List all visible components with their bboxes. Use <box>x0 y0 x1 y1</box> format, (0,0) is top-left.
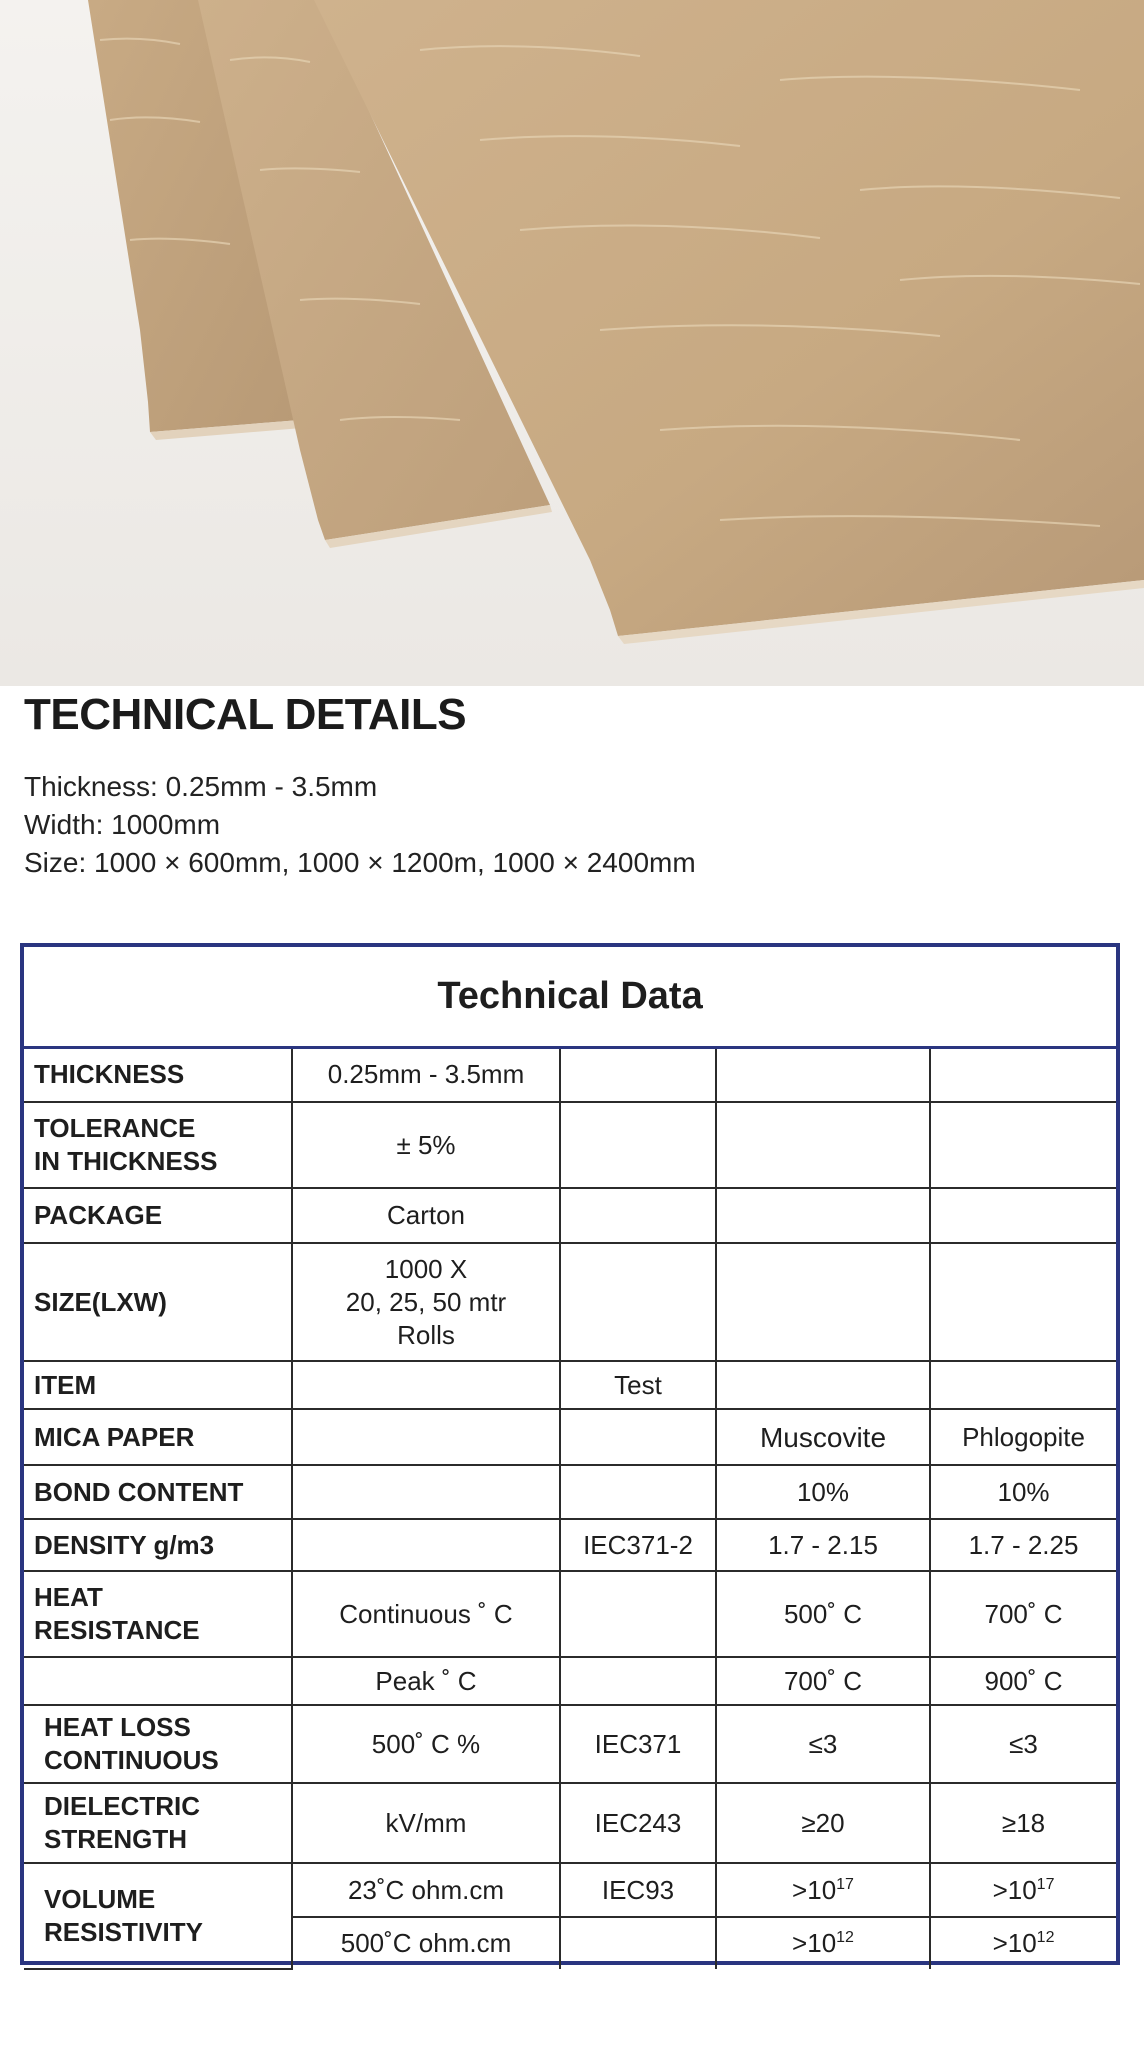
label-line: HEAT <box>34 1582 103 1612</box>
row-label: ITEM <box>24 1361 292 1409</box>
value-exponent: 17 <box>836 1875 854 1893</box>
cell-condition: Continuous ˚ C <box>292 1571 560 1657</box>
value-base: >10 <box>792 1874 837 1905</box>
cell-value: 0.25mm - 3.5mm <box>292 1047 560 1102</box>
row-label <box>24 1783 292 1863</box>
row-label <box>24 1657 292 1705</box>
cell-condition: 23˚C ohm.cm <box>292 1863 560 1917</box>
cell-test: IEC371-2 <box>560 1519 716 1571</box>
cell-empty <box>716 1243 930 1361</box>
cell-empty <box>560 1047 716 1102</box>
value-exponent: 12 <box>1036 1929 1055 1946</box>
cell-muscovite <box>716 1863 930 1917</box>
cell-empty <box>560 1188 716 1243</box>
cell-empty <box>560 1102 716 1188</box>
label-line: HEAT LOSS <box>44 1712 191 1742</box>
row-label <box>24 1102 292 1188</box>
cell-empty <box>560 1657 716 1705</box>
cell-empty <box>292 1465 560 1519</box>
cell-empty <box>560 1465 716 1519</box>
mica-paper-sheets-photo <box>0 0 1144 686</box>
cell-empty <box>560 1409 716 1465</box>
value-exponent: 12 <box>836 1929 854 1946</box>
cell-value: Carton <box>292 1188 560 1243</box>
cell-phlogopite: 700˚ C <box>930 1571 1116 1657</box>
label-line: IN THICKNESS <box>34 1146 218 1176</box>
table-title-row <box>24 947 1116 1047</box>
cell-muscovite: 700˚ C <box>716 1657 930 1705</box>
cell-empty <box>930 1243 1116 1361</box>
cell-muscovite <box>716 1917 930 1969</box>
cell-phlogopite: ≤3 <box>930 1705 1116 1783</box>
cell-empty <box>930 1047 1116 1102</box>
table-row <box>24 1863 1116 1917</box>
row-label: MICA PAPER <box>24 1409 292 1465</box>
cell-phlogopite <box>930 1863 1116 1917</box>
cell-empty <box>930 1361 1116 1409</box>
cell-empty <box>930 1188 1116 1243</box>
table-row <box>24 1465 1116 1519</box>
spec-list <box>24 768 696 882</box>
value-line: 20, 25, 50 mtr <box>345 1286 507 1317</box>
cell-condition: 500˚C ohm.cm <box>292 1917 560 1969</box>
cell-phlogopite: Phlogopite <box>930 1409 1116 1465</box>
cell-test: IEC243 <box>560 1783 716 1863</box>
cell-empty <box>292 1361 560 1409</box>
table-row <box>24 1657 1116 1705</box>
page-heading: TECHNICAL DETAILS <box>24 690 467 739</box>
row-label <box>24 1705 292 1783</box>
row-label: DENSITY g/m3 <box>24 1519 292 1571</box>
cell-empty <box>716 1361 930 1409</box>
label-line: RESISTANCE <box>34 1615 200 1645</box>
table-row <box>24 1102 1116 1188</box>
table-row <box>24 1047 1116 1102</box>
cell-phlogopite: ≥18 <box>930 1783 1116 1863</box>
spec-width: Width: 1000mm <box>24 809 221 840</box>
row-label <box>24 1863 292 1969</box>
cell-empty <box>560 1243 716 1361</box>
value-exponent: 17 <box>1036 1875 1055 1893</box>
cell-phlogopite: 900˚ C <box>930 1657 1116 1705</box>
cell-empty <box>716 1102 930 1188</box>
table-title: Technical Data <box>24 947 1116 1047</box>
cell-empty <box>292 1409 560 1465</box>
cell-phlogopite: 1.7 - 2.25 <box>930 1519 1116 1571</box>
table-row <box>24 1188 1116 1243</box>
cell-value: ± 5% <box>292 1102 560 1188</box>
cell-empty <box>716 1188 930 1243</box>
label-line: TOLERANCE <box>34 1113 196 1143</box>
value-base: >10 <box>992 1928 1037 1958</box>
cell-test: IEC371 <box>560 1705 716 1783</box>
row-label: THICKNESS <box>24 1047 292 1102</box>
label-line: CONTINUOUS <box>44 1745 219 1775</box>
technical-data-grid <box>24 947 1116 1970</box>
table-row <box>24 1705 1116 1783</box>
value-base: >10 <box>992 1874 1037 1905</box>
technical-data-table <box>20 943 1120 1965</box>
cell-empty <box>292 1519 560 1571</box>
cell-muscovite: 10% <box>716 1465 930 1519</box>
label-line: STRENGTH <box>44 1824 187 1854</box>
cell-condition: kV/mm <box>292 1783 560 1863</box>
product-photo <box>0 0 1144 686</box>
table-row <box>24 1571 1116 1657</box>
table-row <box>24 1243 1116 1361</box>
cell-muscovite: ≥20 <box>716 1783 930 1863</box>
cell-phlogopite: 10% <box>930 1465 1116 1519</box>
cell-test: Test <box>560 1361 716 1409</box>
label-line: RESISTIVITY <box>44 1917 203 1947</box>
label-line: VOLUME <box>44 1884 156 1914</box>
cell-empty <box>716 1047 930 1102</box>
table-row <box>24 1409 1116 1465</box>
row-label: SIZE(LXW) <box>24 1243 292 1361</box>
cell-empty <box>560 1917 716 1969</box>
value-base: >10 <box>792 1928 837 1958</box>
spec-thickness: Thickness: 0.25mm - 3.5mm <box>24 771 378 802</box>
cell-empty <box>930 1102 1116 1188</box>
table-row <box>24 1361 1116 1409</box>
label-line: DIELECTRIC <box>44 1791 200 1821</box>
cell-muscovite: 1.7 - 2.15 <box>716 1519 930 1571</box>
value-line: 1000 X <box>384 1253 468 1284</box>
cell-muscovite: ≤3 <box>716 1705 930 1783</box>
cell-muscovite: Muscovite <box>716 1409 930 1465</box>
table-row <box>24 1519 1116 1571</box>
row-label: PACKAGE <box>24 1188 292 1243</box>
cell-test: IEC93 <box>560 1863 716 1917</box>
row-label: BOND CONTENT <box>24 1465 292 1519</box>
spec-size: Size: 1000 × 600mm, 1000 × 1200m, 1000 × 2400mm <box>24 847 696 878</box>
cell-empty <box>560 1571 716 1657</box>
cell-phlogopite <box>930 1917 1116 1969</box>
cell-value <box>292 1243 560 1361</box>
cell-muscovite: 500˚ C <box>716 1571 930 1657</box>
cell-condition: 500˚ C % <box>292 1705 560 1783</box>
value-line: Rolls <box>397 1319 455 1350</box>
table-row <box>24 1783 1116 1863</box>
row-label <box>24 1571 292 1657</box>
cell-condition: Peak ˚ C <box>292 1657 560 1705</box>
